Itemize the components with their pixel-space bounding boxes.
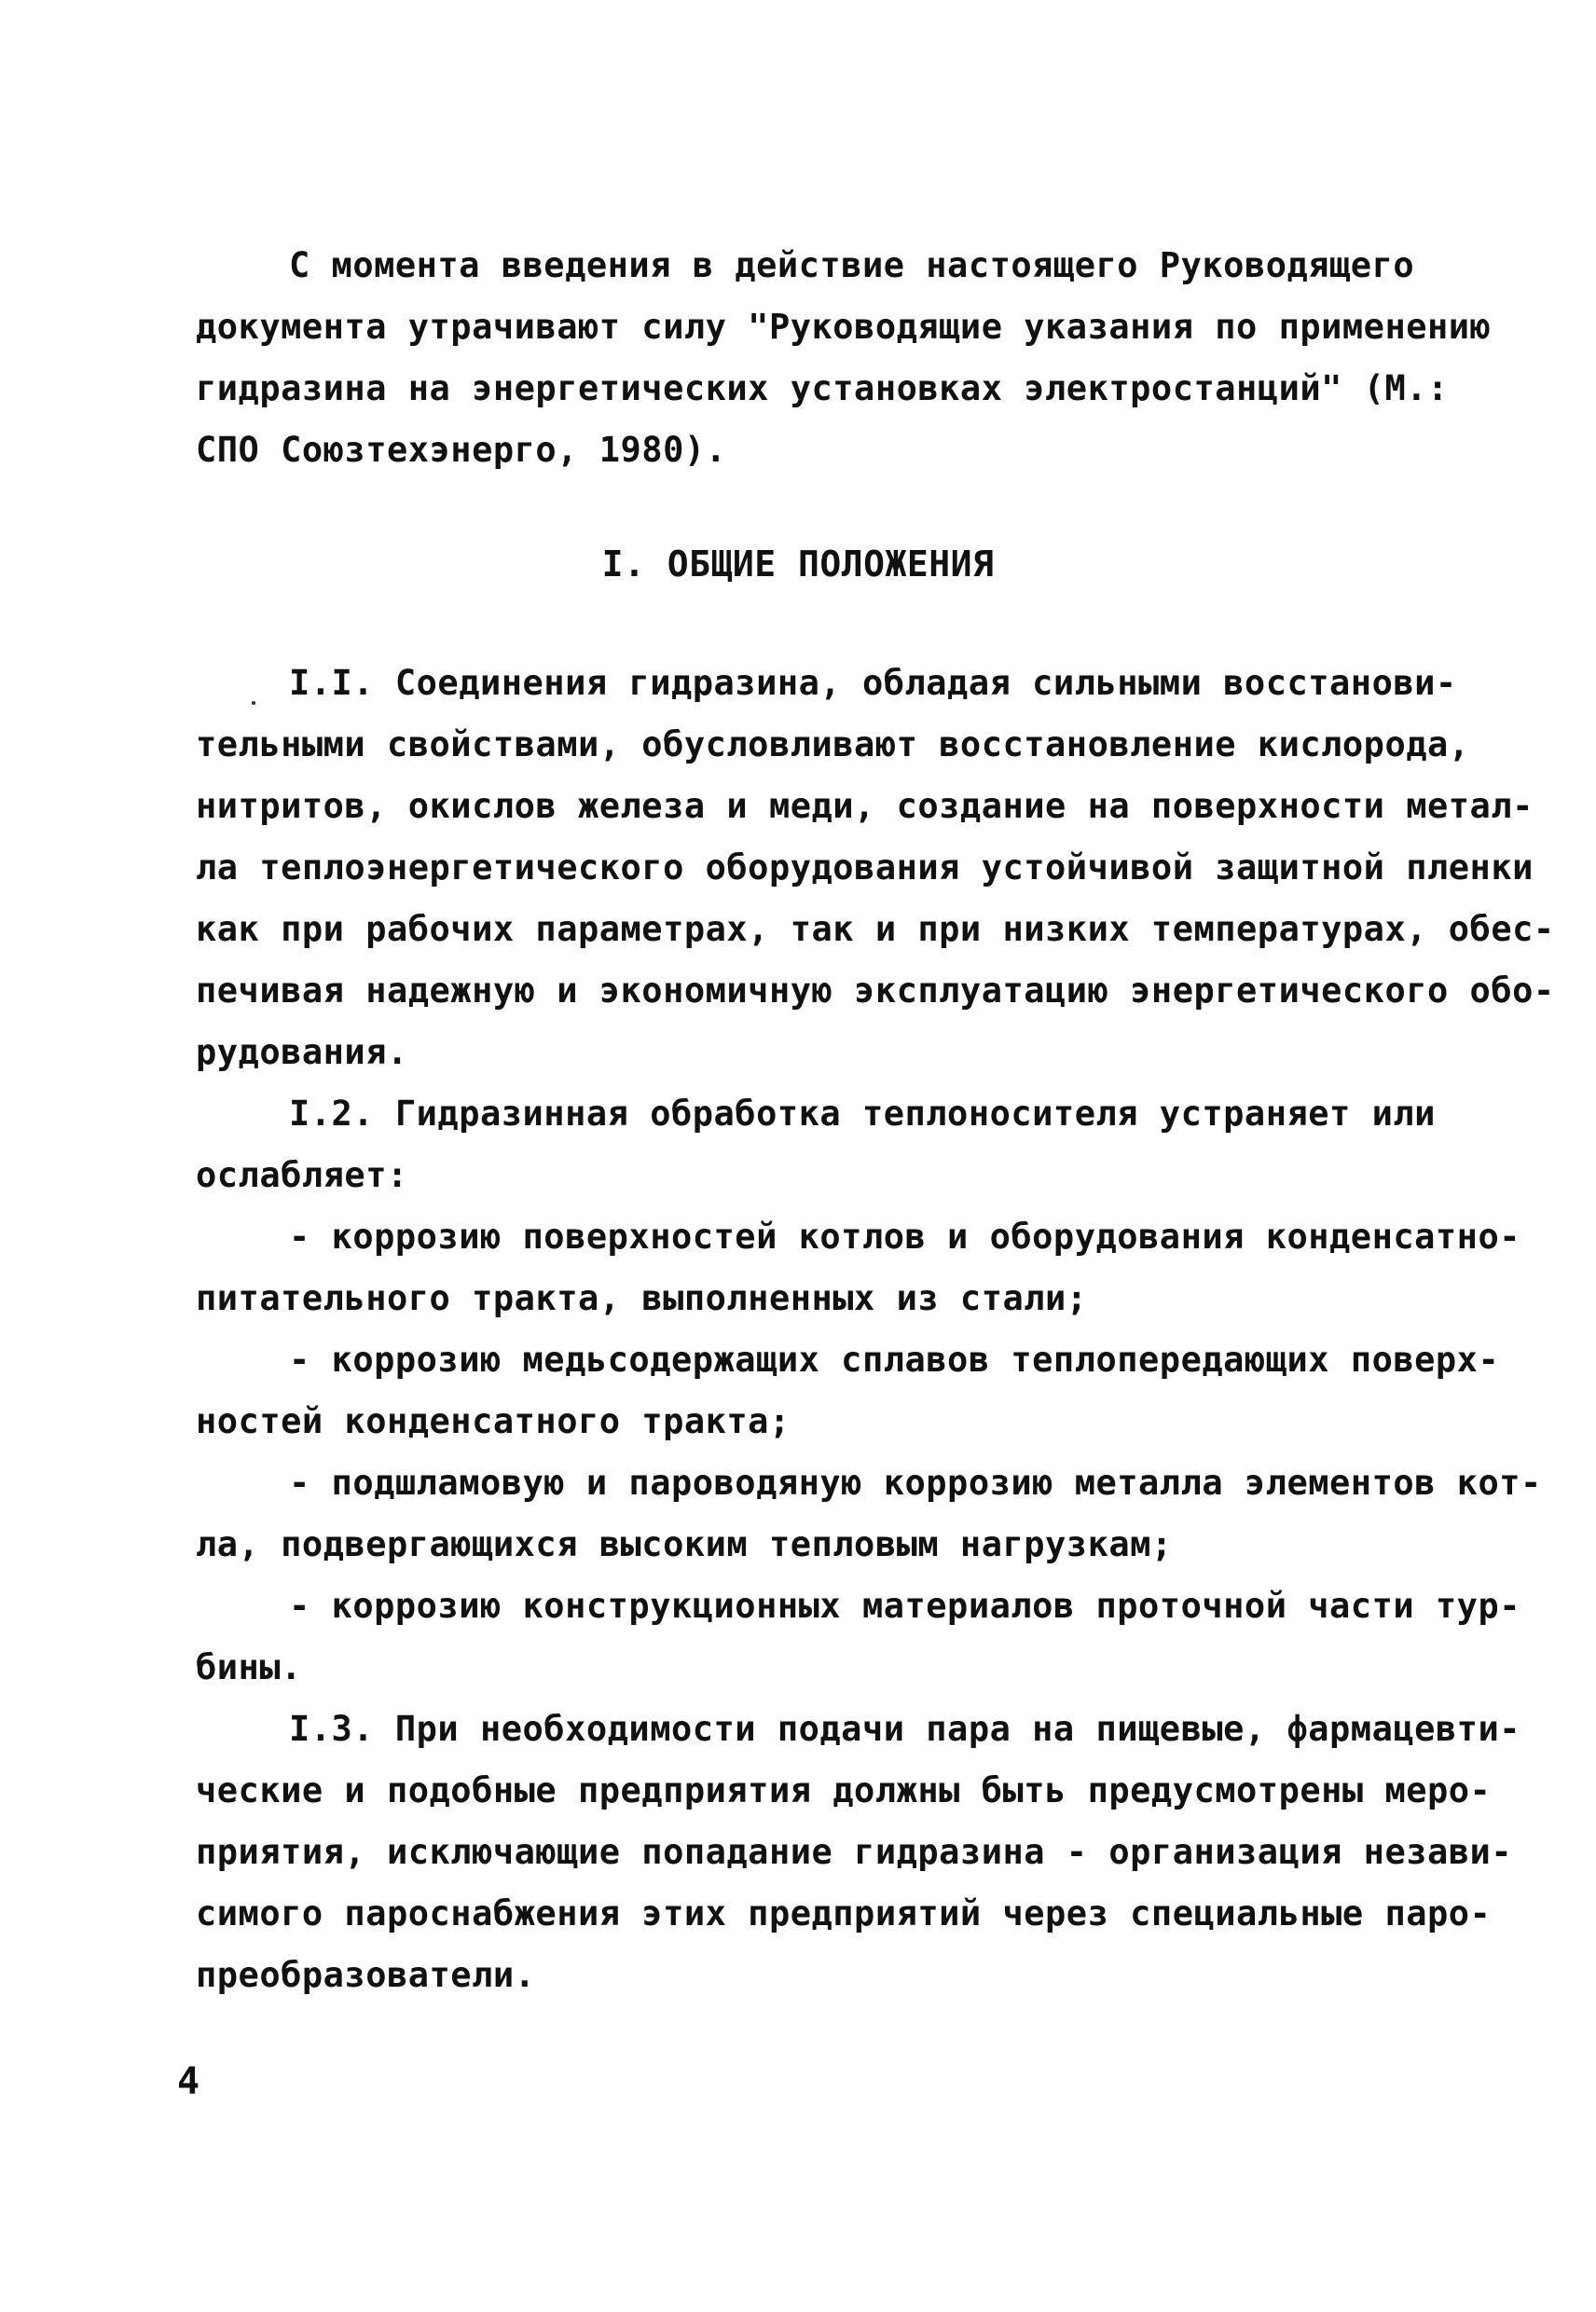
paragraph-1-1-line: рудования. xyxy=(196,1032,408,1072)
section-title: I. ОБЩИЕ ПОЛОЖЕНИЯ xyxy=(601,544,995,585)
list-item-line: ностей конденсатного тракта; xyxy=(196,1401,791,1441)
list-item-line: - подшламовую и пароводяную коррозию металла элементов кот- xyxy=(289,1463,1542,1503)
paragraph-1-2-line: ослабляет: xyxy=(196,1155,408,1195)
paragraph-1-3-line: преобразователи. xyxy=(196,1955,536,1995)
paragraph-1-1-line: как при рабочих параметрах, так и при низких температурах, обес- xyxy=(196,909,1555,949)
section-body xyxy=(196,653,1555,2006)
paragraph-1-1-line: печивая надежную и экономичную эксплуатацию энергетического обо- xyxy=(196,970,1555,1011)
paragraph-1-2-line: I.2. Гидразинная обработка теплоносителя устраняет или xyxy=(289,1094,1436,1134)
intro-line: С момента введения в действие настоящего Руководящего xyxy=(289,245,1415,285)
intro-paragraph xyxy=(196,235,1492,481)
paragraph-1-3-line: ческие и подобные предприятия должны быть предусмотрены меро- xyxy=(196,1770,1492,1810)
paragraph-1-1-line: I.I. Соединения гидразина, обладая сильными восстанови- xyxy=(289,663,1457,703)
intro-line: СПО Союзтехэнерго, 1980). xyxy=(196,430,727,470)
paragraph-1-3-line: I.3. При необходимости подачи пара на пищевые, фармацевти- xyxy=(289,1709,1521,1749)
list-item-line: питательного тракта, выполненных из стали; xyxy=(196,1278,1088,1318)
intro-line: гидразина на энергетических установках электростанций" (М.: xyxy=(196,368,1449,408)
intro-line: документа утрачивают силу "Руководящие указания по применению xyxy=(196,307,1492,347)
paragraph-1-1-line: тельными свойствами, обусловливают восстановление кислорода, xyxy=(196,724,1470,764)
list-item-line: ла, подвергающихся высоким тепловым нагрузкам; xyxy=(196,1524,1173,1564)
list-item-line: - коррозию конструкционных материалов проточной части тур- xyxy=(289,1586,1521,1626)
page-number: 4 xyxy=(177,2060,200,2103)
paragraph-1-3-line: приятия, исключающие попадание гидразина - организация незави- xyxy=(196,1832,1513,1872)
paragraph-1-1-line: ла теплоэнергетического оборудования устойчивой защитной пленки xyxy=(196,847,1534,888)
list-item-line: - коррозию медьсодержащих сплавов теплопередающих поверх- xyxy=(289,1340,1500,1380)
paragraph-1-1-line: нитритов, окислов железа и меди, создание на поверхности метал- xyxy=(196,786,1534,826)
paragraph-1-3-line: симого пароснабжения этих предприятий через специальные паро- xyxy=(196,1893,1492,1934)
list-item-line: бины. xyxy=(196,1647,302,1687)
list-item-line: - коррозию поверхностей котлов и оборудования конденсатно- xyxy=(289,1217,1521,1257)
